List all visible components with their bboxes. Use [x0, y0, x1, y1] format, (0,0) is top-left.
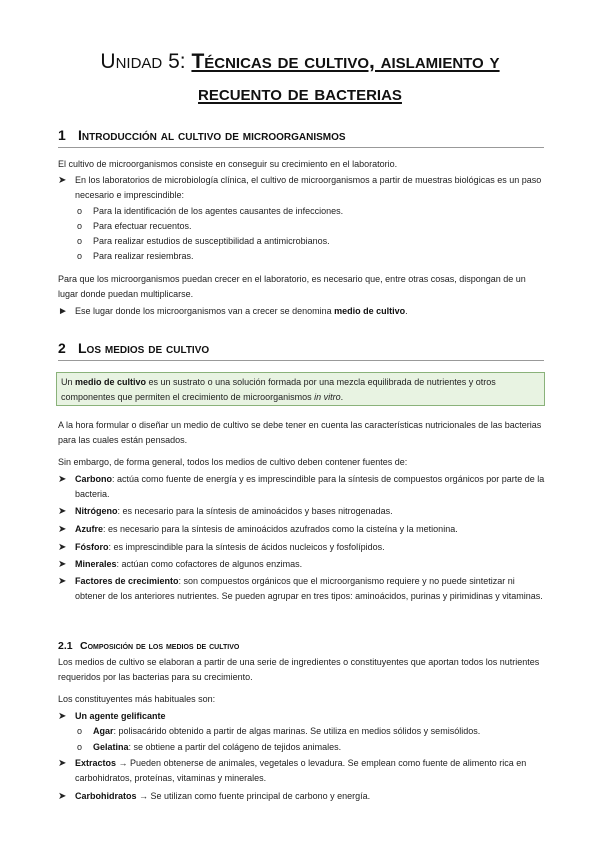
- def-end: .: [340, 392, 344, 402]
- list-item: [77, 204, 545, 219]
- nutrient-desc: : son compuestos orgánicos que el microorganismo requiere y no puede sintetizar ni obtener de los anteriores nutrientes. Se pueden agrupar en tres tipos: aminoácidos, purinas y pirimidinas y vitaminas.: [75, 576, 543, 601]
- section-2-title: Los medios de cultivo: [78, 340, 210, 356]
- arrow-bullet-icon: ➤: [58, 542, 67, 553]
- arrow-bullet-icon: ➤: [58, 524, 67, 535]
- list-item-text: Para realizar resiembras.: [93, 251, 194, 261]
- nutrient-item: [58, 504, 545, 519]
- bold-term: medio de cultivo: [334, 306, 406, 316]
- nutrient-item: [58, 574, 545, 604]
- arrow-bullet-icon: ➤: [58, 474, 67, 485]
- list-item: [77, 740, 545, 755]
- section-2-number: 2: [58, 340, 66, 356]
- list-item: [77, 234, 545, 249]
- section-2-1-paragraph-1: Los medios de cultivo se elaboran a partir de una serie de ingredientes o constituyentes que aportan todos los nutrientes requeridos por las bacterias para su crecimiento.: [58, 657, 540, 682]
- section-1-heading: [58, 127, 544, 148]
- nutrient-term: Factores de crecimiento: [75, 576, 179, 586]
- document-title: [0, 46, 600, 110]
- list-item: [77, 724, 545, 739]
- section-1-intro: El cultivo de microorganismos consiste en conseguir su crecimiento en el laboratorio.: [58, 159, 398, 169]
- section-2-paragraph-1: A la hora formular o diseñar un medio de cultivo se debe tener en cuenta las características nutricionales de las bacterias para las cuales están pensados.: [58, 420, 542, 445]
- constituent-item: [58, 789, 545, 804]
- constituent-desc: → Se utilizan como fuente principal de carbono y energía.: [136, 791, 371, 801]
- arrow-bullet-icon: ➤: [58, 791, 67, 802]
- nutrient-item: [58, 472, 545, 502]
- title-line-2: recuento de bacterias: [198, 82, 402, 105]
- gel-term: Agar: [93, 726, 114, 736]
- constituent-item: [58, 756, 545, 786]
- list-item: [77, 249, 545, 264]
- nutrient-term: Azufre: [75, 524, 104, 534]
- definition-box: [56, 372, 545, 406]
- nutrient-term: Fósforo: [75, 542, 109, 552]
- nutrient-desc: : actúa como fuente de energía y es imprescindible para la síntesis de compuestos orgánicos por parte de la bacteria.: [75, 474, 545, 499]
- triangle-bullet-icon: ►: [58, 306, 68, 317]
- nutrient-desc: : actúan como cofactores de algunos enzimas.: [116, 559, 303, 569]
- arrow-bullet-icon: ➤: [58, 758, 67, 769]
- nutrient-term: Carbono: [75, 474, 112, 484]
- constituent-term: Carbohidratos: [75, 791, 137, 801]
- unit-label: Unidad 5:: [100, 50, 192, 73]
- def-text: es un sustrato o una solución formada por una mezcla equilibrada de nutrientes y otros componentes que permiten el crecimiento de microorganismos: [61, 377, 496, 402]
- gel-term: Gelatina: [93, 742, 129, 752]
- section-2-1-paragraph-2: Los constituyentes más habituales son:: [58, 694, 216, 704]
- circle-bullet-icon: o: [77, 726, 83, 736]
- bullet-text: Ese lugar donde los microorganismos van a crecer se denomina: [75, 306, 335, 316]
- list-item-text: Para efectuar recuentos.: [93, 221, 192, 231]
- section-1-title: Introducción al cultivo de microorganismos: [78, 127, 346, 143]
- constituent-item: [58, 709, 545, 724]
- arrow-bullet-icon: ➤: [58, 506, 67, 517]
- title-line-1: Técnicas de cultivo, aislamiento y: [191, 50, 500, 73]
- section-1-paragraph-2: Para que los microorganismos puedan crecer en el laboratorio, es necesario que, entre otras cosas, dispongan de un lugar donde puedan multiplicarse.: [58, 274, 526, 299]
- list-item-text: Para la identificación de los agentes causantes de infecciones.: [93, 206, 344, 216]
- nutrient-item: [58, 557, 545, 572]
- nutrient-item: [58, 540, 545, 555]
- circle-bullet-icon: o: [77, 221, 83, 231]
- nutrient-desc: : es necesario para la síntesis de aminoácidos y bases nitrogenadas.: [117, 506, 393, 516]
- nutrient-item: [58, 522, 545, 537]
- section-2-1-heading: [58, 640, 239, 652]
- list-item-text: Para realizar estudios de susceptibilidad a antimicrobianos.: [93, 236, 330, 246]
- nutrient-desc: : es necesario para la síntesis de aminoácidos azufrados como la cisteína y la metionina.: [103, 524, 458, 534]
- arrow-bullet-icon: ➤: [58, 576, 67, 587]
- section-2-1-title: Composición de los medios de cultivo: [80, 640, 240, 652]
- arrow-bullet-icon: ➤: [58, 175, 67, 186]
- def-italic: in vitro: [314, 392, 341, 402]
- bullet-text: En los laboratorios de microbiología clínica, el cultivo de microorganismos a partir de muestras biológicas es un paso necesario e imprescindible:: [75, 175, 542, 200]
- list-item: [77, 219, 545, 234]
- def-prefix: Un: [61, 377, 76, 387]
- bullet-end: .: [405, 306, 408, 316]
- nutrient-term: Nitrógeno: [75, 506, 118, 516]
- section-2-heading: [58, 340, 544, 361]
- section-2-1-number: 2.1: [58, 640, 73, 652]
- nutrient-desc: : es imprescindible para la síntesis de ácidos nucleicos y fosfolípidos.: [108, 542, 385, 552]
- constituent-term: Un agente gelificante: [75, 711, 166, 721]
- def-term: medio de cultivo: [75, 377, 147, 387]
- constituent-desc: → Pueden obtenerse de animales, vegetales o levadura. Se emplean como fuente de alimento rica en carbohidratos, proteínas, vitaminas y minerales.: [75, 758, 527, 783]
- section-1-number: 1: [58, 127, 66, 143]
- arrow-bullet-icon: ➤: [58, 711, 67, 722]
- section-1-bullet-2: [58, 304, 545, 319]
- circle-bullet-icon: o: [77, 236, 83, 246]
- circle-bullet-icon: o: [77, 742, 83, 752]
- constituent-term: Extractos: [75, 758, 117, 768]
- gel-desc: : polisacárido obtenido a partir de algas marinas. Se utiliza en medios sólidos y semisólidos.: [113, 726, 481, 736]
- gel-desc: : se obtiene a partir del colágeno de tejidos animales.: [128, 742, 342, 752]
- section-1-bullet-1: [58, 173, 545, 203]
- circle-bullet-icon: o: [77, 251, 83, 261]
- arrow-bullet-icon: ➤: [58, 559, 67, 570]
- circle-bullet-icon: o: [77, 206, 83, 216]
- section-2-paragraph-2: Sin embargo, de forma general, todos los medios de cultivo deben contener fuentes de:: [58, 457, 408, 467]
- nutrient-term: Minerales: [75, 559, 117, 569]
